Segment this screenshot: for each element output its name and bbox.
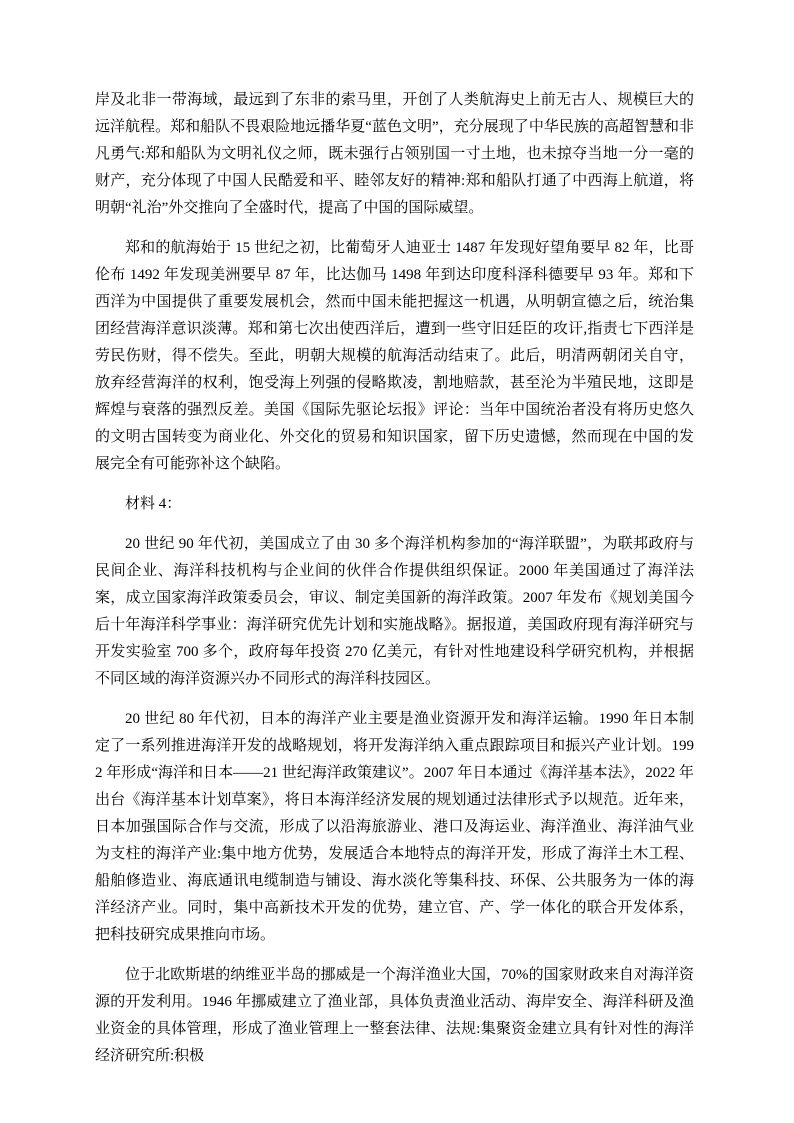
material-4-heading: 材料 4： <box>125 496 182 512</box>
paragraph-japan-ocean-industry: 20 世纪 80 年代初，日本的海洋产业主要是渔业资源开发和海洋运输。1990 年日本制定了一系列推进海洋开发的战略规划，将开发海洋纳入重点跟踪项目和振兴产业计划。1992 年形成“海洋和日本——21 世纪海洋政策建议”。2007 年日本通过《海洋基本法》，2022 年出台《海洋基本计划草案》，将日本海洋经济发展的规划通过法律形式予以规范。近年来，日本加强国际合作与交流，形成了以沿海旅游业、港口及海运业、海洋渔业、海洋油气业为支柱的海洋产业:集中地方优势，发展适合本地特点的海洋开发，形成了海洋土木工程、船舶修造业、海底通讯电缆制造与铺设、海水淡化等集科技、环保、公共服务为一体的海洋经济产业。同时，集中高新技术开发的优势，建立官、产、学一体化的联合开发体系，把科技研究成果推向市场。 <box>95 711 694 943</box>
paragraph-us-ocean-policy: 20 世纪 90 年代初，美国成立了由 30 多个海洋机构参加的“海洋联盟”，为联邦政府与民间企业、海洋科技机构与企业间的伙伴合作提供组织保证。2000 年美国通过了海洋法案，成立国家海洋政策委员会，审议、制定美国新的海洋政策。2007 年发布《规划美国今后十年海洋科学事业：海洋研究优先计划和实施战略》。据报道，美国政府现有海洋研究与开发实验室 700 多个，政府每年投资 270 亿美元，有针对性地建设科学研究机构，并根据不同区域的海洋资源兴办不同形式的海洋科技园区。 <box>95 536 694 687</box>
document-content <box>95 87 694 1070</box>
paragraph-norway-fishery: 位于北欧斯堪的纳维亚半岛的挪威是一个海洋渔业大国，70%的国家财政来自对海洋资源的开发利用。1946 年挪威建立了渔业部，具体负责渔业活动、海岸安全、海洋科研及渔业资金的具体管理，形成了渔业管理上一整套法律、法规:集聚资金建立具有针对性的海洋经济研究所:积极 <box>95 967 694 1064</box>
paragraph-zheng-he-timeline: 郑和的航海始于 15 世纪之初，比葡萄牙人迪亚士 1487 年发现好望角要早 82 年，比哥伦布 1492 年发现美洲要早 87 年，比达伽马 1498 年到达印度科泽科德要早 93 年。郑和下西洋为中国提供了重要发展机会，然而中国未能把握这一机遇，从明朝宣德之后，统治集团经营海洋意识淡薄。郑和第七次出使西洋后，遭到一些守旧廷臣的攻讦,指责七下西洋是劳民伤财，得不偿失。至此，明朝大规模的航海活动结束了。此后，明清两朝闭关自守，放弃经营海洋的权利，饱受海上列强的侵略欺凌，割地赔款，甚至沦为半殖民地，这即是辉煌与衰落的强烈反差。美国《国际先驱论坛报》评论：当年中国统治者没有将历史悠久的文明古国转变为商业化、外交化的贸易和知识国家，留下历史遗憾，然而现在中国的发展完全有可能弥补这个缺陷。 <box>95 240 694 472</box>
paragraph-zheng-he-voyage-continuation: 岸及北非一带海域，最远到了东非的索马里，开创了人类航海史上前无古人、规模巨大的远洋航程。郑和船队不畏艰险地远播华夏“蓝色文明”，充分展现了中华民族的高超智慧和非凡勇气:郑和船队为文明礼仪之师，既未强行占领别国一寸土地，也未掠夺当地一分一毫的财产，充分体现了中国人民酷爱和平、睦邻友好的精神:郑和船队打通了中西海上航道，将明朝“礼治”外交推向了全盛时代，提高了中国的国际威望。 <box>95 92 694 216</box>
